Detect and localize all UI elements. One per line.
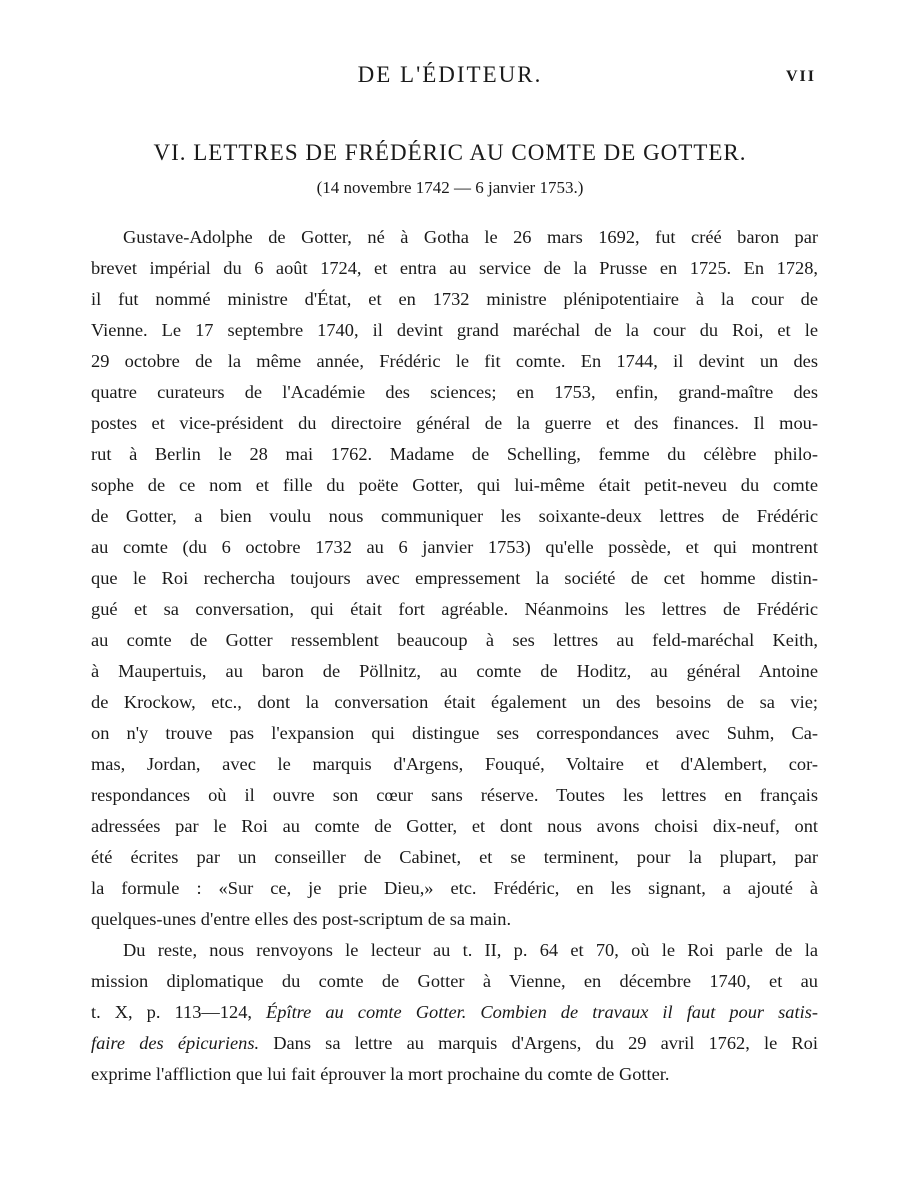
text-line: il fut nommé ministre d'État, et en 1732 ministre plénipotentiaire à la cour de	[91, 289, 818, 309]
text-line: à Maupertuis, au baron de Pöllnitz, au comte de Hoditz, au général Antoine	[91, 661, 818, 681]
text-line: brevet impérial du 6 août 1724, et entra au service de la Prusse en 1725. En 1728,	[91, 258, 818, 278]
running-title: DE L'ÉDITEUR.	[357, 62, 543, 87]
text-line: la formule : «Sur ce, je prie Dieu,» etc. Frédéric, en les signant, a ajouté à	[91, 878, 818, 898]
text-line: sophe de ce nom et fille du poëte Gotter, qui lui-même était petit-neveu du comte	[91, 475, 818, 495]
text-line: au comte de Gotter ressemblent beaucoup à ses lettres au feld-maréchal Keith,	[91, 630, 818, 650]
text-line: gué et sa conversation, qui était fort agréable. Néanmoins les lettres de Frédéric	[91, 599, 818, 619]
text-run: Dans sa lettre au marquis d'Argens, du 29 avril 1762, le Roi	[259, 1033, 818, 1053]
italic-title: Épître au comte Gotter. Combien de travaux il faut pour satis-	[266, 1002, 818, 1022]
text-line: quelques-unes d'entre elles des post-scriptum de sa main.	[91, 909, 512, 929]
section-dates: (14 novembre 1742 — 6 janvier 1753.)	[316, 178, 584, 197]
text-line	[91, 1028, 818, 1059]
page-number: VII	[785, 68, 816, 85]
text-line: Vienne. Le 17 septembre 1740, il devint grand maréchal de la cour du Roi, et le	[91, 320, 818, 340]
text-line: Du reste, nous renvoyons le lecteur au t. II, p. 64 et 70, où le Roi parle de la	[123, 940, 818, 960]
text-line: mas, Jordan, avec le marquis d'Argens, Fouqué, Voltaire et d'Alembert, cor-	[91, 754, 818, 774]
text-line: on n'y trouve pas l'expansion qui distingue ses correspondances avec Suhm, Ca-	[91, 723, 818, 743]
text-line	[91, 997, 818, 1028]
text-line: adressées par le Roi au comte de Gotter, et dont nous avons choisi dix-neuf, ont	[91, 816, 818, 836]
text-line: 29 octobre de la même année, Frédéric le fit comte. En 1744, il devint un des	[91, 351, 818, 371]
text-line: postes et vice-président du directoire général de la guerre et des finances. Il mou-	[91, 413, 818, 433]
text-line: que le Roi rechercha toujours avec empressement la société de cet homme distin-	[91, 568, 818, 588]
text-line: été écrites par un conseiller de Cabinet, et se terminent, pour la plupart, par	[91, 847, 818, 867]
running-head	[0, 60, 900, 94]
text-line: exprime l'affliction que lui fait éprouver la mort prochaine du comte de Gotter.	[91, 1064, 670, 1084]
section-title: VI. LETTRES DE FRÉDÉRIC AU COMTE DE GOTTER.	[153, 140, 747, 165]
text-line: Gustave-Adolphe de Gotter, né à Gotha le 26 mars 1692, fut créé baron par	[123, 227, 818, 247]
text-line: de Krockow, etc., dont la conversation était également un des besoins de sa vie;	[91, 692, 818, 712]
italic-title: faire des épicuriens.	[91, 1033, 260, 1053]
text-line: respondances où il ouvre son cœur sans réserve. Toutes les lettres en français	[91, 785, 818, 805]
text-line: quatre curateurs de l'Académie des sciences; en 1753, enfin, grand-maître des	[91, 382, 818, 402]
body-text	[91, 222, 818, 1090]
text-run: t. X, p. 113—124,	[91, 1002, 267, 1022]
text-line: de Gotter, a bien voulu nous communiquer les soixante-deux lettres de Frédéric	[91, 506, 818, 526]
text-line: mission diplomatique du comte de Gotter à Vienne, en décembre 1740, et au	[91, 971, 818, 991]
text-line: au comte (du 6 octobre 1732 au 6 janvier 1753) qu'elle possède, et qui montrent	[91, 537, 818, 557]
text-line: rut à Berlin le 28 mai 1762. Madame de Schelling, femme du célèbre philo-	[91, 444, 818, 464]
